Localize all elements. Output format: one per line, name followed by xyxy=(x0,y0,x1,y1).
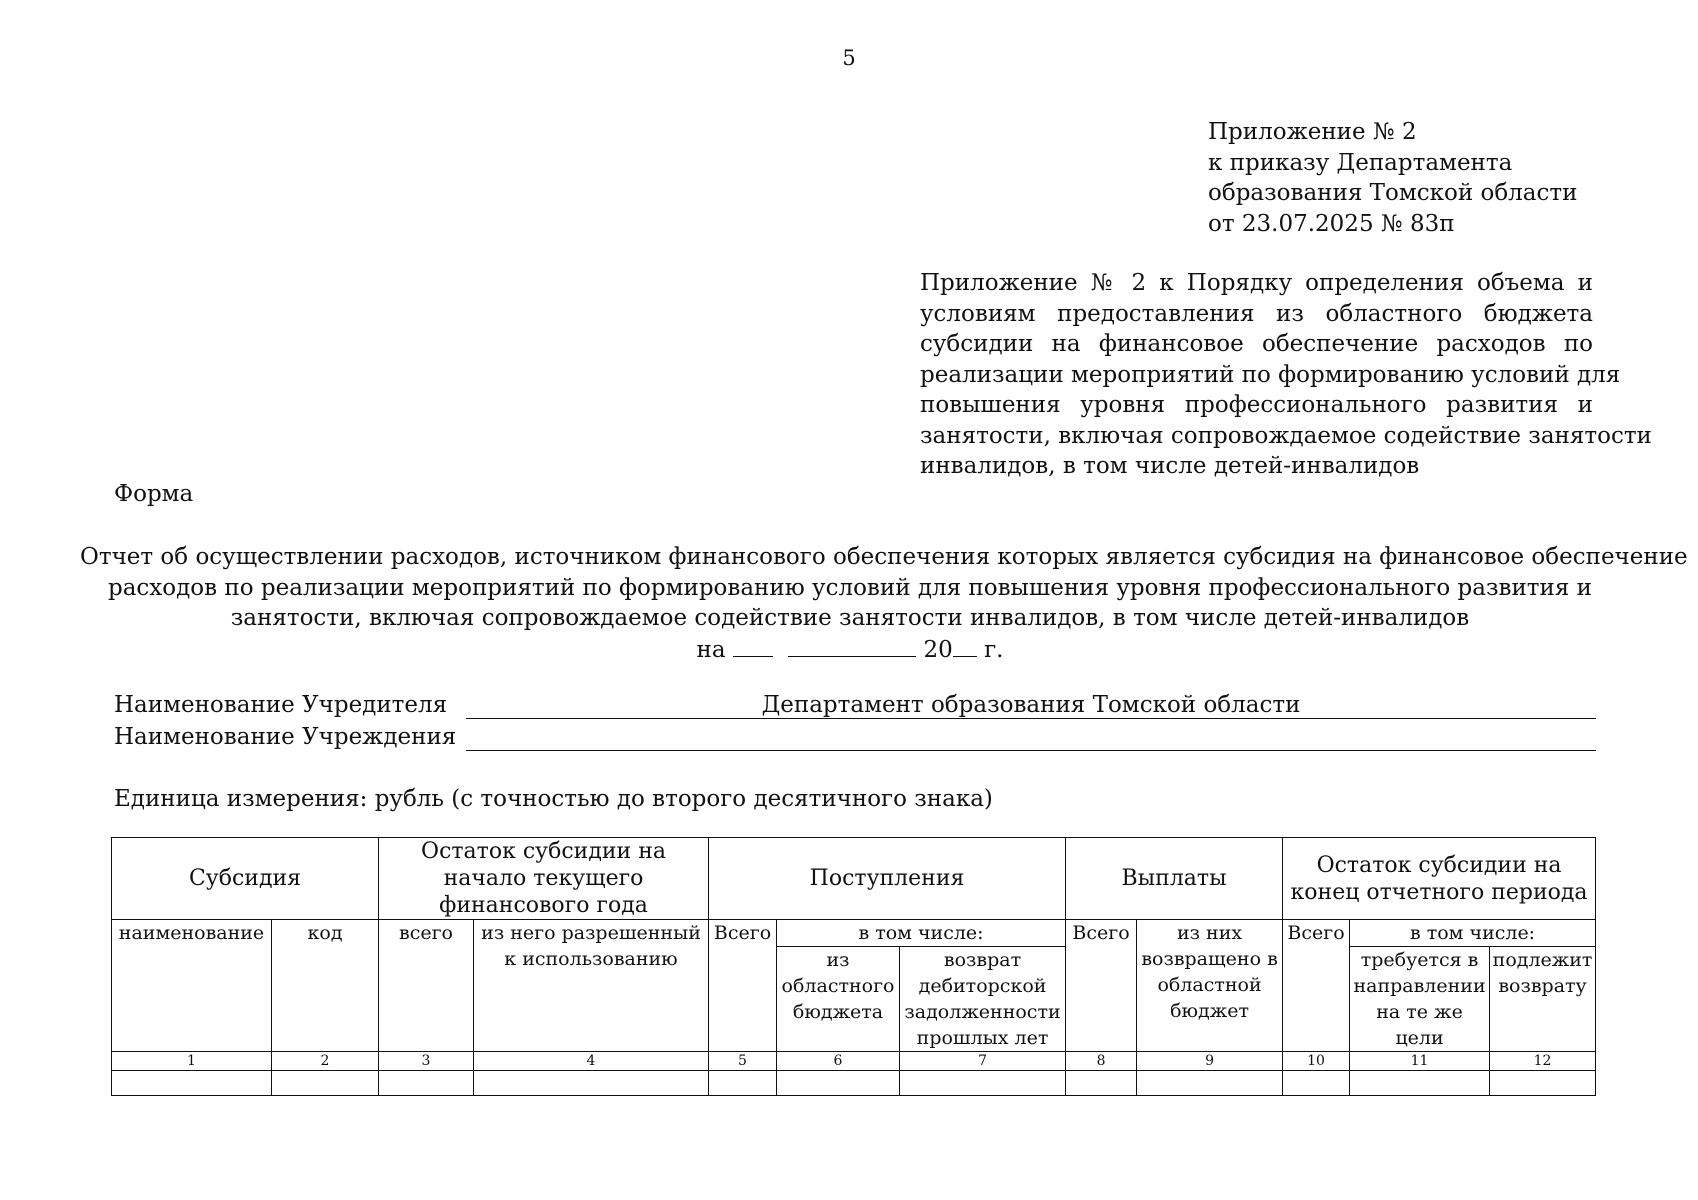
order-appendix-line: инвалидов, в том числе детей-инвалидов xyxy=(920,453,1420,479)
header-payments-total: Всего xyxy=(1066,920,1137,1052)
institution-field[interactable] xyxy=(466,724,1596,751)
founder-field[interactable]: Департамент образования Томской области xyxy=(466,692,1596,719)
appendix-line: от 23.07.2025 № 83п xyxy=(1208,210,1455,237)
header-receipts-incl: в том числе: xyxy=(777,920,1066,947)
order-appendix-line: субсидии на финансовое обеспечение расходов по xyxy=(920,331,1593,357)
column-number: 4 xyxy=(474,1052,709,1071)
data-cell[interactable] xyxy=(112,1071,272,1096)
data-cell[interactable] xyxy=(900,1071,1066,1096)
header-start-balance: Остаток субсидии на начало текущего финансового года xyxy=(379,838,709,920)
data-cell[interactable] xyxy=(1490,1071,1596,1096)
order-appendix-line: реализации мероприятий по формированию условий для xyxy=(920,361,1621,388)
column-number: 12 xyxy=(1490,1052,1596,1071)
report-date-year: 20 xyxy=(923,636,953,663)
report-title-line: занятости, включая сопровождаемое содействие занятости инвалидов, в том числе детей-инвалидов xyxy=(230,605,1470,631)
column-number: 6 xyxy=(777,1052,900,1071)
column-number: 3 xyxy=(379,1052,474,1071)
header-from-budget: из областного бюджета xyxy=(777,947,900,1052)
order-appendix-line: условиям предоставления из областного бюджета xyxy=(920,300,1593,327)
report-title-line: Отчет об осуществлении расходов, источником финансового обеспечения которых является субсидия на финансовое обеспечение xyxy=(80,544,1688,570)
institution-label: Наименование Учреждения xyxy=(114,724,457,750)
header-end-balance: Остаток субсидии на конец отчетного периода xyxy=(1283,838,1596,920)
founder-label: Наименование Учредителя xyxy=(114,692,448,718)
header-end-total: Всего xyxy=(1283,920,1350,1052)
header-name: наименование xyxy=(112,920,272,1052)
order-appendix-line: повышения уровня профессионального развития и xyxy=(920,392,1593,418)
data-cell[interactable] xyxy=(1137,1071,1283,1096)
data-cell[interactable] xyxy=(474,1071,709,1096)
header-required: требуется в направлении на те же цели xyxy=(1350,947,1490,1052)
appendix-line: Приложение № 2 xyxy=(1208,119,1417,145)
order-appendix-line: занятости, включая сопровождаемое содействие занятости xyxy=(920,422,1652,449)
header-receipts: Поступления xyxy=(709,838,1066,920)
header-payments: Выплаты xyxy=(1066,838,1283,920)
data-cell[interactable] xyxy=(1066,1071,1137,1096)
header-code: код xyxy=(272,920,379,1052)
column-number: 5 xyxy=(709,1052,777,1071)
report-table xyxy=(111,837,1596,1096)
report-date-prefix: на xyxy=(696,636,726,663)
header-to-return: подлежит возврату xyxy=(1490,947,1596,1052)
report-title xyxy=(80,542,1688,665)
data-cell[interactable] xyxy=(709,1071,777,1096)
column-number: 2 xyxy=(272,1052,379,1071)
header-allowed: из него разрешенный к использованию xyxy=(474,920,709,1052)
day-blank[interactable] xyxy=(733,634,773,657)
order-appendix-text xyxy=(920,268,1652,482)
header-returned: из них возвращено в областной бюджет xyxy=(1137,920,1283,1052)
data-cell[interactable] xyxy=(777,1071,900,1096)
header-subsidy: Субсидия xyxy=(112,838,379,920)
data-cell[interactable] xyxy=(379,1071,474,1096)
column-number: 8 xyxy=(1066,1052,1137,1071)
appendix-line: образования Томской области xyxy=(1208,180,1578,206)
column-number: 11 xyxy=(1350,1052,1490,1071)
column-number: 10 xyxy=(1283,1052,1350,1071)
header-receipts-total: Всего xyxy=(709,920,777,1052)
unit-of-measure: Единица измерения: рубль (с точностью до второго десятичного знака) xyxy=(114,786,993,812)
data-cell[interactable] xyxy=(272,1071,379,1096)
report-date-suffix: г. xyxy=(984,636,1004,663)
month-blank[interactable] xyxy=(788,634,916,657)
appendix-header xyxy=(1208,117,1577,239)
column-number: 9 xyxy=(1137,1052,1283,1071)
year-blank[interactable] xyxy=(953,634,977,657)
header-end-incl: в том числе: xyxy=(1350,920,1596,947)
data-cell[interactable] xyxy=(1283,1071,1350,1096)
header-total: всего xyxy=(379,920,474,1052)
data-cell[interactable] xyxy=(1350,1071,1490,1096)
report-date xyxy=(80,634,1620,666)
order-appendix-line: Приложение № 2 к Порядку определения объема и xyxy=(920,270,1593,296)
column-number: 7 xyxy=(900,1052,1066,1071)
appendix-line: к приказу Департамента xyxy=(1208,149,1513,176)
column-number: 1 xyxy=(112,1052,272,1071)
header-debt-return: возврат дебиторской задолженности прошлых лет xyxy=(900,947,1066,1052)
report-title-line: расходов по реализации мероприятий по формированию условий для повышения уровня профессионального развития и xyxy=(107,574,1593,601)
form-label: Форма xyxy=(114,481,194,507)
page-number: 5 xyxy=(842,46,856,70)
